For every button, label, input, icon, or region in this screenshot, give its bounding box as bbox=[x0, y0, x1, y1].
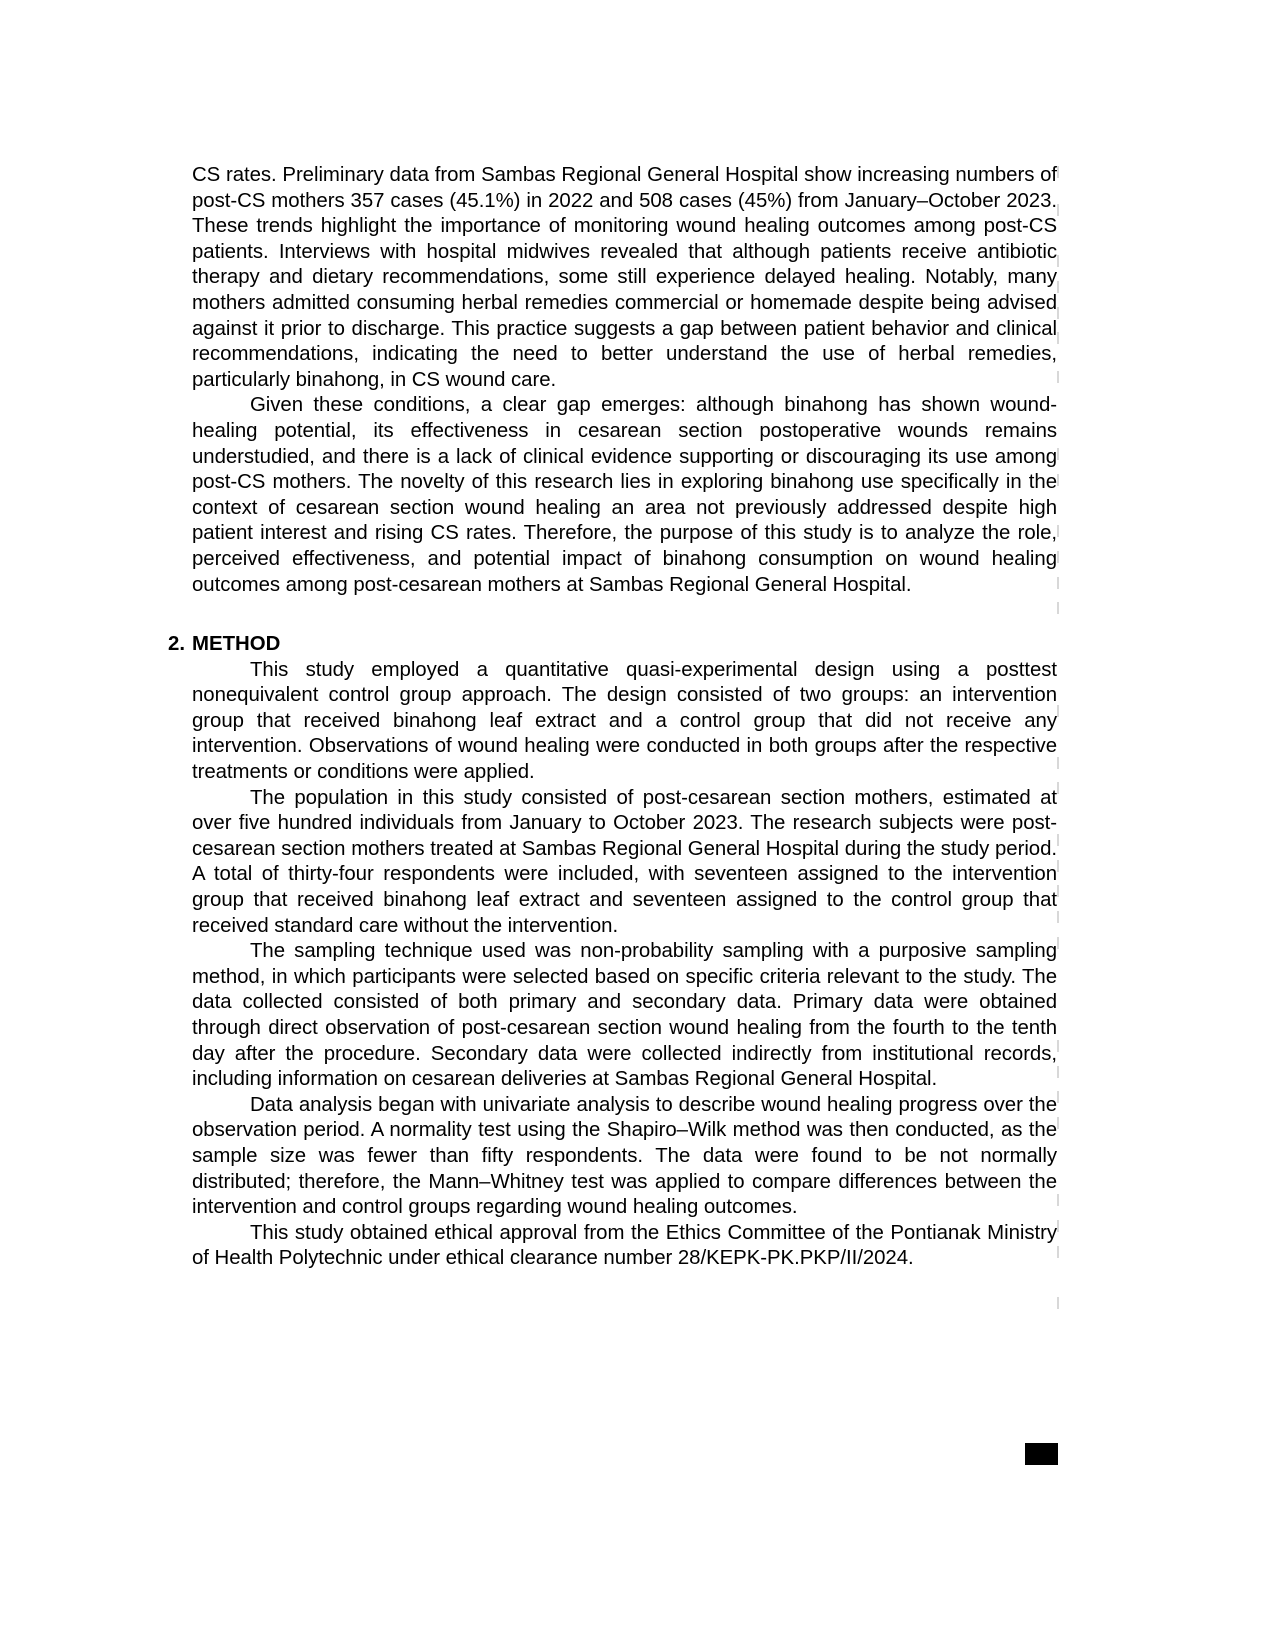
scan-edge-artifact bbox=[1057, 1066, 1059, 1078]
scan-edge-artifact bbox=[1057, 281, 1059, 293]
paragraph-study-design: This study employed a quantitative quasi-experimental design using a posttest nonequivalent control group approach. The design consisted of two groups: an intervention group that received binahong leaf extract and a control group that did not receive any intervention. Observations of wound healing were conducted in both groups after the respective treatments or conditions were applied. bbox=[192, 658, 1057, 784]
paragraph-population: The population in this study consisted of post-cesarean section mothers, estimated at over five hundred individuals from January to October 2023. The research subjects were post-cesarean section mothers treated at Sambas Regional General Hospital during the study period. A total of thirty-four respondents were included, with seventeen assigned to the intervention group that received binahong leaf extract and seventeen assigned to the control group that received standard care without the intervention. bbox=[192, 786, 1057, 937]
scan-edge-artifact bbox=[1057, 1091, 1059, 1103]
scan-edge-artifact bbox=[1057, 332, 1059, 344]
scan-edge-artifact bbox=[1057, 1297, 1059, 1309]
scan-edge-artifact bbox=[1057, 255, 1059, 267]
scan-edge-artifact bbox=[1057, 577, 1059, 589]
scan-edge-artifact bbox=[1057, 551, 1059, 563]
scan-edge-artifact bbox=[1057, 937, 1059, 949]
scan-edge-artifact bbox=[1057, 705, 1059, 717]
paragraph-cs-rates: CS rates. Preliminary data from Sambas Regional General Hospital show increasing numbers of post-CS mothers 357 cases (45.1%) in 2022 and 508 cases (45%) from January–October 2023. These trends highlight the importance of monitoring wound healing outcomes among post-CS patients. Interviews with hospital midwives revealed that although patients receive antibiotic therapy and dietary recommendations, some still experience delayed healing. Notably, many mothers admitted consuming herbal remedies commercial or homemade despite being advised against it prior to discharge. This practice suggests a gap between patient behavior and clinical recommendations, indicating the need to better understand the use of herbal remedies, particularly binahong, in CS wound care. bbox=[192, 164, 1057, 391]
page-footer-mark bbox=[1025, 1443, 1058, 1465]
scan-edge-artifact bbox=[1057, 885, 1059, 897]
scan-edge-artifact bbox=[1057, 474, 1059, 486]
scan-edge-artifact bbox=[1057, 1194, 1059, 1206]
scan-edge-artifact bbox=[1057, 602, 1059, 614]
scan-edge-artifact bbox=[1057, 1220, 1059, 1232]
scan-edge-artifact bbox=[1057, 860, 1059, 872]
section-title: METHOD bbox=[192, 633, 281, 656]
scan-edge-artifact bbox=[1057, 782, 1059, 794]
page-text-column bbox=[168, 163, 1057, 1272]
paragraph-data-analysis: Data analysis began with univariate analysis to describe wound healing progress over the observation period. A normality test using the Shapiro–Wilk method was then conducted, as the sample size was fewer than fifty respondents. The data were found to be not normally distributed; therefore, the Mann–Whitney test was applied to compare differences between the intervention and control groups regarding wound healing outcomes. bbox=[192, 1093, 1057, 1219]
scan-edge-artifact bbox=[1057, 1040, 1059, 1052]
section-heading-method bbox=[168, 632, 1033, 658]
paragraph-sampling: The sampling technique used was non-probability sampling with a purposive sampling method, in which participants were selected based on specific criteria relevant to the study. The data collected consisted of both primary and secondary data. Primary data were obtained through direct observation of post-cesarean section wound healing from the fourth to the tenth day after the procedure. Secondary data were collected indirectly from institutional records, including information on cesarean deliveries at Sambas Regional General Hospital. bbox=[192, 940, 1057, 1091]
paragraph-research-gap: Given these conditions, a clear gap emerges: although binahong has shown wound-healing potential, its effectiveness in cesarean section postoperative wounds remains understudied, and there is a lack of clinical evidence supporting or discouraging its use among post-CS mothers. The novelty of this research lies in exploring binahong use specifically in the context of cesarean section wound healing an area not previously addressed despite high patient interest and rising CS rates. Therefore, the purpose of this study is to analyze the role, perceived effectiveness, and potential impact of binahong consumption on wound healing outcomes among post-cesarean mothers at Sambas Regional General Hospital. bbox=[192, 394, 1057, 596]
section-number: 2. bbox=[168, 633, 186, 656]
scan-edge-artifact bbox=[1057, 371, 1059, 383]
scan-edge-artifact bbox=[1057, 307, 1059, 319]
scan-edge-artifact bbox=[1057, 911, 1059, 923]
scan-edge-artifact bbox=[1057, 166, 1059, 178]
scan-edge-artifact bbox=[1057, 525, 1059, 537]
spacer-before-heading bbox=[192, 598, 1057, 632]
scan-edge-artifact bbox=[1057, 834, 1059, 846]
scan-edge-artifact bbox=[1057, 1117, 1059, 1129]
scan-edge-artifact bbox=[1057, 204, 1059, 216]
paragraph-ethics-approval: This study obtained ethical approval from the Ethics Committee of the Pontianak Ministry of Health Polytechnic under ethical clearance number 28/KEPK-PK.PKP/II/2024. bbox=[192, 1221, 1057, 1270]
scan-edge-artifact bbox=[1057, 757, 1059, 769]
scan-edge-artifact bbox=[1057, 448, 1059, 460]
scan-edge-artifact bbox=[1057, 1246, 1059, 1258]
